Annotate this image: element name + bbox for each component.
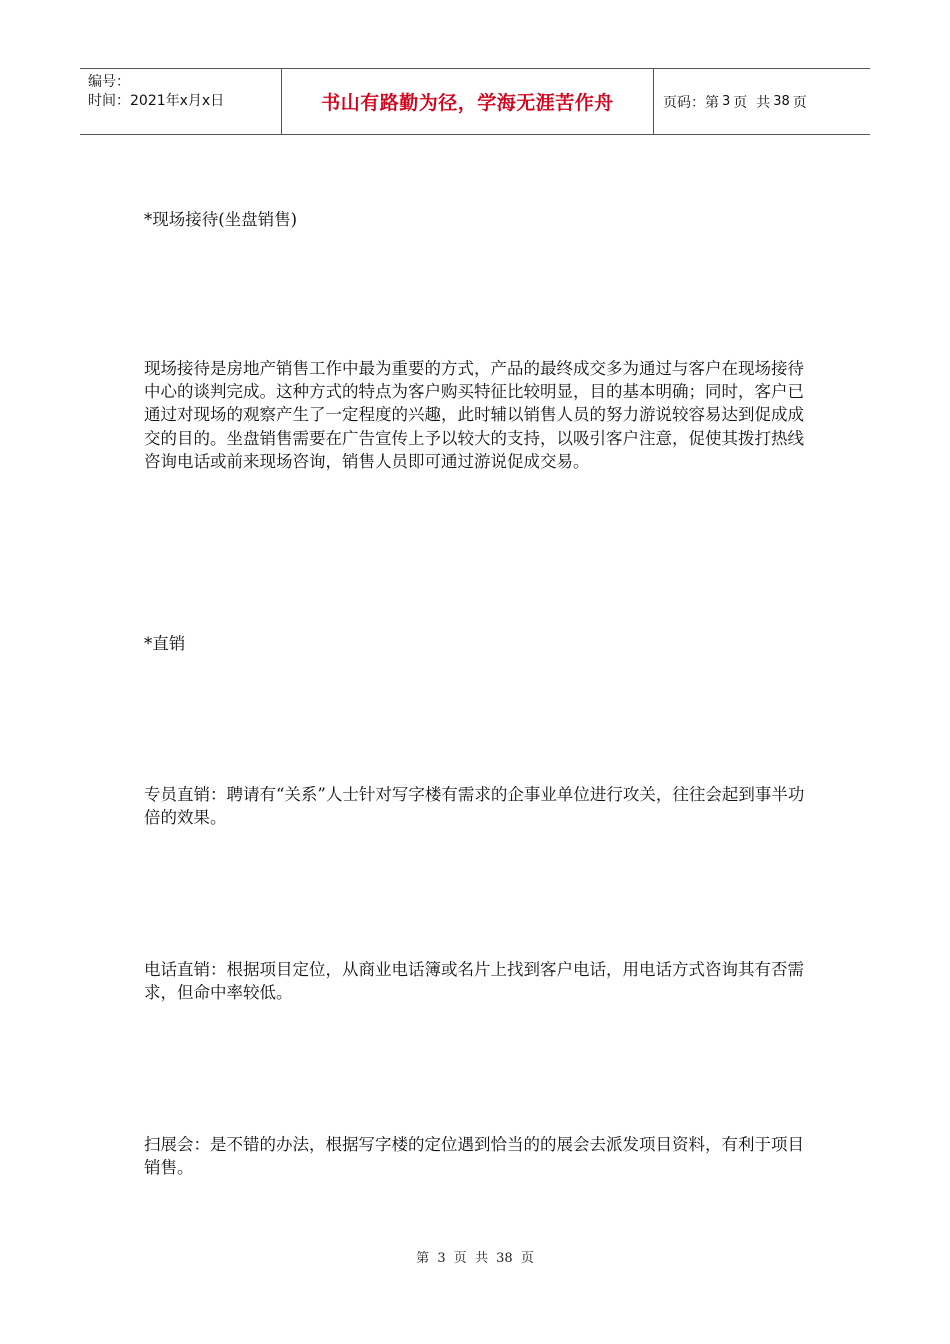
section-heading-direct-sales: *直销 (144, 634, 186, 653)
header-page-number (654, 69, 870, 134)
footer-page-suffix: 页 (520, 1251, 534, 1266)
paragraph-onsite-reception: 现场接待是房地产销售工作中最为重要的方式，产品的最终成交多为通过与客户在现场接待中心的谈判完成。这种方式的特点为客户购买特征比较明显，目的基本明确；同时，客户已通过对现场的观察产生了一定程度的兴趣，此时辅以销售人员的努力游说较容易达到促成成交的目的。坐盘销售需要在广告宣传上予以较大的支持，以吸引客户注意，促使其拨打热线咨询电话或前来现场咨询，销售人员即可通过游说促成交易。 (144, 359, 804, 471)
header-page-mid: 页 共 (733, 94, 771, 111)
footer-page-mid: 页 共 (453, 1251, 488, 1266)
paragraph-telephone-direct-sales: 电话直销：根据项目定位，从商业电话簿或名片上找到客户电话，用电话方式咨询其有否需求，但命中率较低。 (144, 960, 804, 1003)
header-page-current: 3 (722, 94, 731, 109)
header-page-prefix: 页码：第 (663, 94, 719, 111)
header-meta (80, 69, 281, 134)
footer-page-total: 38 (496, 1251, 513, 1266)
footer-page-current: 3 (437, 1251, 446, 1266)
page-header (80, 68, 870, 135)
header-motto: 书山有路勤为径，学海无涯苦作舟 (281, 69, 654, 134)
paragraph-exhibition-sweep: 扫展会：是不错的办法，根据写字楼的定位遇到恰当的的展会去派发项目资料，有利于项目销售。 (144, 1135, 804, 1178)
document-date-label: 时间：2021年x月x日 (88, 93, 225, 109)
section-heading-onsite-reception: *现场接待(坐盘销售) (144, 210, 298, 229)
page-footer (0, 1247, 950, 1266)
paragraph-specialist-direct-sales: 专员直销：聘请有“关系”人士针对写字楼有需求的企事业单位进行攻关，往往会起到事半功倍的效果。 (144, 785, 805, 828)
footer-page-prefix: 第 (416, 1251, 430, 1266)
header-page-suffix: 页 (792, 94, 807, 111)
header-page-total: 38 (773, 94, 790, 109)
document-number-label: 编号： (88, 74, 130, 90)
